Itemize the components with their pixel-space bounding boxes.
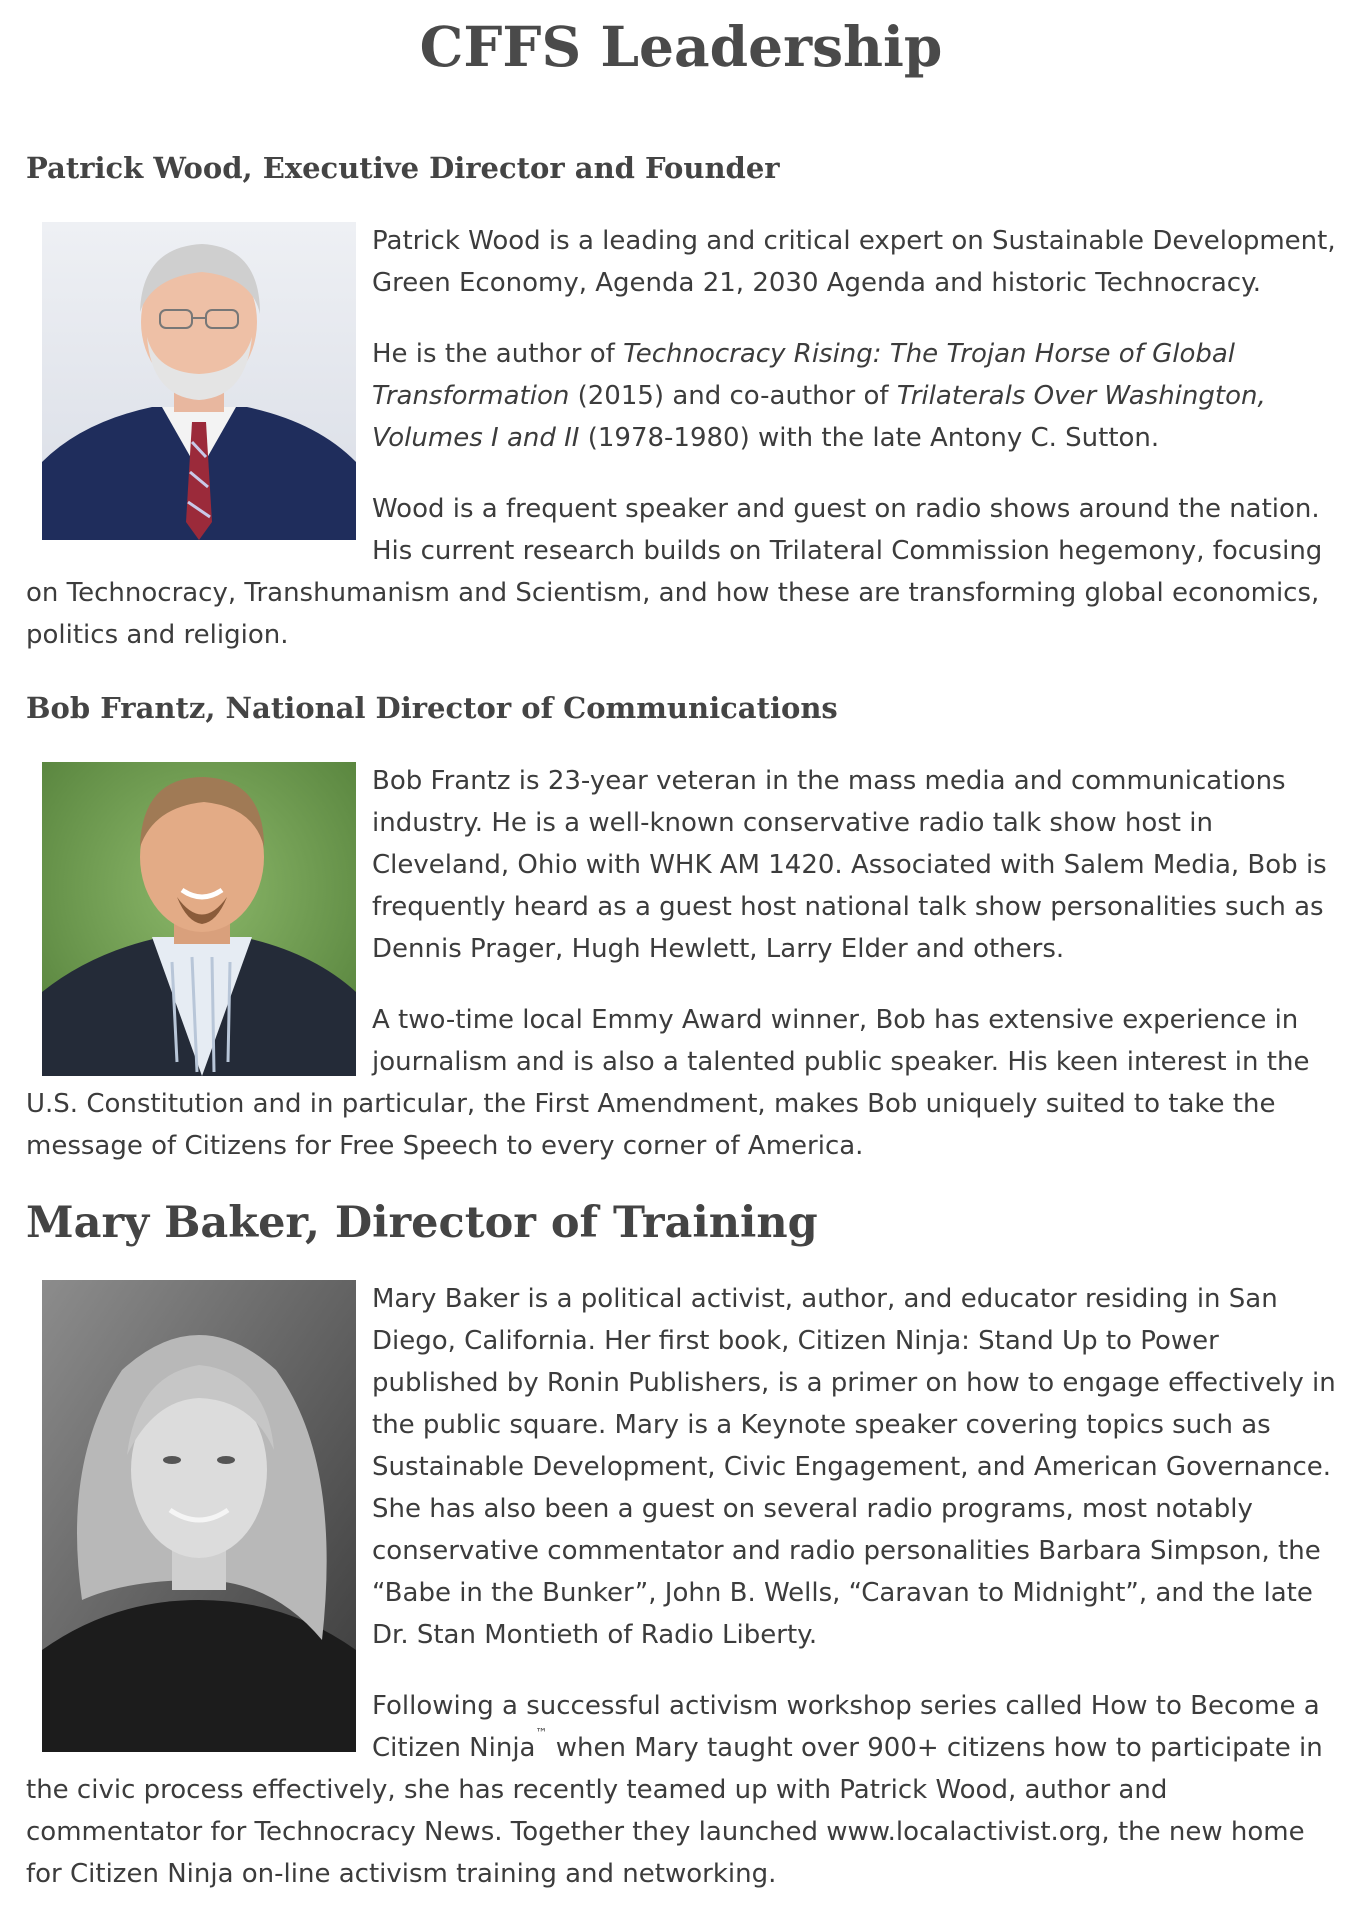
bio-paragraph: Bob Frantz is 23-year veteran in the mass media and communications industry. He is a well-known conservative radio talk show host in Cleveland, Ohio with WHK AM 1420. Associated with Salem Media, Bob is frequently heard as a guest host national talk show personalities such as Dennis Prager, Hugh Hewlett, Larry Elder and others. <box>372 766 1327 964</box>
leader-bio <box>26 220 1336 656</box>
portrait-photo-patrick-wood <box>42 222 356 540</box>
portrait-photo-mary-baker <box>42 1280 356 1752</box>
leader-section-bob-frantz <box>26 688 1336 1167</box>
leader-bio <box>26 760 1336 1167</box>
bio-paragraph: A two-time local Emmy Award winner, Bob has extensive experience in journalism and is also a talented public speaker. His keen interest in the U.S. Constitution and in particular, the First Amendment, makes Bob uniquely suited to take the message of Citizens for Free Speech to every corner of America. <box>26 1005 1310 1161</box>
bio-paragraph: Mary Baker is a political activist, author, and educator residing in San Diego, California. Her first book, Citizen Ninja: Stand Up to Power published by Ronin Publishers, is a primer on how to engage effectively in the public square. Mary is a Keynote speaker covering topics such as Sustainable Development, Civic Engagement, and American Governance. She has also been a guest on several radio programs, most notably conservative commentator and radio personalities Barbara Simpson, the “Babe in the Bunker”, John B. Wells, “Caravan to Midnight”, and the late Dr. Stan Montieth of Radio Liberty. <box>372 1284 1336 1650</box>
leader-heading: Mary Baker, Director of Training <box>26 1198 818 1248</box>
page-title: CFFS Leadership <box>419 14 943 79</box>
bio-paragraph: Following a successful activism workshop series called How to Become a Citizen Ninja™ when Mary taught over 900+ citizens how to participate in the civic process effectively, she has recently teamed up with Patrick Wood, author and commentator for Technocracy News. Together they launched www.localactivist.org, the new home for Citizen Ninja on-line activism training and networking. <box>26 1691 1323 1889</box>
trademark-symbol: ™ <box>535 1726 548 1740</box>
book-title: Trilaterals Over Washington, Volumes I and II <box>372 381 1266 453</box>
book-title: Technocracy Rising: The Trojan Horse of Global Transformation <box>372 339 1236 411</box>
leader-heading: Patrick Wood, Executive Director and Founder <box>26 151 780 185</box>
bio-paragraph: Patrick Wood is a leading and critical expert on Sustainable Development, Green Economy, Agenda 21, 2030 Agenda and historic Technocracy. <box>372 226 1336 298</box>
portrait-photo-bob-frantz <box>42 762 356 1076</box>
bio-paragraph: He is the author of Technocracy Rising: The Trojan Horse of Global Transformation (2015) and co-author of Trilaterals Over Washington, Volumes I and II (1978-1980) with the late Antony C. Sutton. <box>372 339 1266 453</box>
leader-section-mary-baker <box>26 1196 1336 1895</box>
leader-heading: Bob Frantz, National Director of Communications <box>26 691 838 725</box>
leader-section-patrick-wood <box>26 148 1336 656</box>
leader-bio <box>26 1278 1336 1895</box>
bio-paragraph: Wood is a frequent speaker and guest on radio shows around the nation. His current research builds on Trilateral Commission hegemony, focusing on Technocracy, Transhumanism and Scientism, and how these are transforming global economics, politics and religion. <box>26 494 1323 650</box>
